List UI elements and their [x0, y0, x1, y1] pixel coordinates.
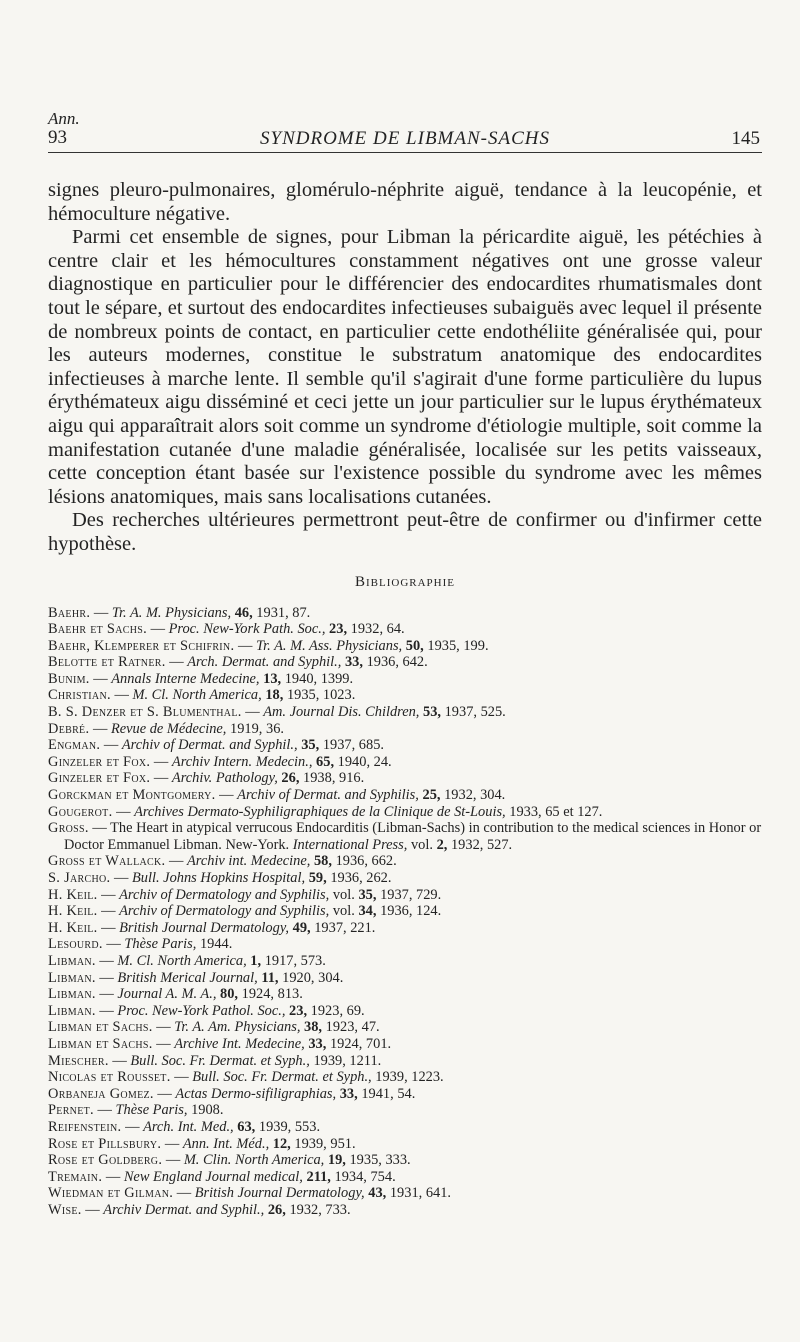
ref-year-pages: 1936, 124. [380, 903, 442, 920]
ref-author: Libman. [48, 1002, 96, 1019]
ref-volume: 1, [250, 952, 262, 969]
ref-year-pages: 1932, 733. [289, 1201, 351, 1218]
ref-journal: Archive Int. Medecine, [174, 1035, 305, 1052]
ref-year-pages: 1932, 64. [350, 621, 405, 638]
ref-author: Baehr et Sachs. [48, 621, 148, 638]
ref-journal: British Journal Dermatology, [119, 919, 290, 936]
ref-volume: 58, [313, 853, 332, 870]
ref-volume: 33, [308, 1035, 327, 1052]
bibliography-entry: Christian. — M. Cl. North America, 18, 1935, 1023. [48, 687, 356, 704]
bibliography-entry: Gross. — The Heart in atypical verrucous Endocarditis (Libman-Sachs) in contribution to the medical sciences in Honor or Doctor Emmanuel Libman. New-York. International Press, vol. 2, 1932, 527. [48, 820, 762, 853]
bibliography-entry: H. Keil. — Archiv of Dermatology and Syphilis, vol. 34, 1936, 124. [48, 903, 442, 920]
ref-volume: 12, [272, 1135, 291, 1152]
ref-year-pages: 1937, 729. [380, 886, 442, 903]
ref-volume: 65, [316, 753, 335, 770]
ref-journal: British Merical Journal, [117, 969, 258, 986]
ref-journal: Archiv of Dermatology and Syphilis, [119, 903, 330, 920]
ref-author: Debré. [48, 720, 90, 737]
bibliography-entry: Rose et Pillsbury. — Ann. Int. Méd., 12, 1939, 951. [48, 1135, 356, 1152]
body-text [48, 179, 762, 557]
ref-volume: 19, [327, 1152, 346, 1169]
ref-volume: 38, [304, 1019, 323, 1036]
bibliography-entry: Libman. — British Merical Journal, 11, 1920, 304. [48, 969, 344, 986]
ref-volume: 43, [368, 1185, 387, 1202]
ref-year-pages: 1940, 1399. [284, 670, 354, 687]
ref-author: H. Keil. [48, 886, 98, 903]
ref-author: H. Keil. [48, 903, 98, 920]
ref-journal: Annals Interne Medecine, [111, 670, 260, 687]
ref-volume: 211, [306, 1168, 331, 1185]
ref-author: Gorckman et Montgomery. [48, 787, 216, 804]
ref-journal: Tr. A. Am. Physicians, [174, 1019, 301, 1036]
ref-journal: M. Cl. North America, [117, 952, 247, 969]
ref-author: Gougerot. [48, 803, 113, 820]
bibliography-entry: Gross et Wallack. — Archiv int. Medecine, 58, 1936, 662. [48, 853, 397, 870]
ref-year-pages: 1939, 1223. [375, 1069, 444, 1086]
ref-volume: 50, [405, 637, 424, 654]
ref-vol-label: vol. [332, 886, 355, 903]
ref-volume: 53, [423, 704, 441, 721]
ref-author: Gross. [48, 820, 89, 837]
ref-volume: 46, [234, 604, 253, 621]
ref-journal: British Journal Dermatology, [194, 1185, 365, 1202]
bibliography-entry: Wiedman et Gilman. — British Journal Dermatology, 43, 1931, 641. [48, 1185, 452, 1202]
ref-author: Wise. [48, 1201, 82, 1218]
ref-volume: 34, [358, 903, 377, 920]
bibliography-list [48, 605, 762, 1219]
ref-journal: Archiv of Dermat. and Syphilis, [237, 787, 419, 804]
ref-author: Orbaneja Gomez. [48, 1085, 154, 1102]
bibliography-heading: Bibliographie [355, 573, 455, 590]
ref-journal: Actas Dermo-sifiligraphias, [175, 1085, 337, 1102]
bibliography-entry: Pernet. — Thèse Paris, 1908. [48, 1102, 224, 1119]
ref-volume: 33, [344, 654, 363, 671]
ref-author: Belotte et Ratner. [48, 654, 166, 671]
bibliography-entry: Baehr, Klemperer et Schifrin. — Tr. A. M. Ass. Physicians, 50, 1935, 199. [48, 637, 489, 654]
paragraph: Parmi cet ensemble de signes, pour Libman la péricardite aiguë, les pétéchies à centre clair et les hémocultures constamment négatives ont une grosse valeur diagnostique en particulier pour le différencier des endocardites rhumatismales dont tout le sépare, et surtout des endocardites infectieuses subaiguës avec lequel il présente de nombreux points de contact, en particulier cette endothéliite généralisée qui, pour les auteurs modernes, constitue le substratum anatomique des endocardites infectieuses à marche lente. Il semble qu'il s'agirait d'une forme particulière du lupus érythémateux aigu disséminé et ceci jette un jour particulier sur le lupus érythémateux aigu qui apparaîtrait alors soit comme un syndrome d'étiologie multiple, soit comme la manifestation cutanée d'une maladie généralisée, localisée sur les petits vaisseaux, cette conception étant basée sur l'existence possible du syndrome avec les mêmes lésions anatomiques, mais sans localisations cutanées. [48, 226, 762, 508]
ref-journal: Proc. New-York Path. Soc., [168, 621, 326, 638]
ref-author: Baehr, Klemperer et Schifrin. [48, 637, 235, 654]
ref-year-pages: 1937, 525. [444, 704, 506, 721]
journal-abbrev: Ann. [48, 109, 80, 128]
ref-author: Libman. [48, 986, 96, 1003]
ref-volume: 2, [436, 836, 448, 853]
ref-year-pages: 1919, 36. [230, 720, 284, 737]
ref-author: Libman et Sachs. [48, 1019, 153, 1036]
ref-author: S. Jarcho. [48, 870, 111, 886]
ref-author: Engman. [48, 737, 101, 754]
ref-volume: 63, [237, 1118, 256, 1135]
bibliography-entry: Baehr et Sachs. — Proc. New-York Path. Soc., 23, 1932, 64. [48, 621, 405, 638]
ref-journal: Thèse Paris, [124, 936, 197, 953]
bibliography-entry: Debré. — Revue de Médecine, 1919, 36. [48, 720, 284, 737]
running-title: SYNDROME DE LIBMAN-SACHS [260, 128, 550, 149]
ref-year-pages: 1935, 333. [349, 1152, 411, 1169]
ref-volume: 49, [292, 919, 311, 936]
document-page [48, 108, 762, 1218]
bibliography-entry: Engman. — Archiv of Dermat. and Syphil., 35, 1937, 685. [48, 737, 384, 754]
bibliography-entry: Reifenstein. — Arch. Int. Med., 63, 1939, 553. [48, 1118, 321, 1135]
ref-year-pages: 1940, 24. [337, 753, 392, 770]
ref-author: B. S. Denzer et S. Blumenthal. [48, 704, 242, 721]
ref-vol-label: vol. [410, 836, 433, 853]
ref-journal: Arch. Dermat. and Syphil., [187, 654, 342, 671]
ref-journal: Proc. New-York Pathol. Soc., [117, 1002, 286, 1019]
page-number: 145 [731, 128, 760, 149]
ref-year-pages: 1924, 813. [241, 986, 303, 1003]
ref-volume: 80, [220, 986, 239, 1003]
ref-journal: Revue de Médecine, [110, 720, 227, 737]
ref-author: Rose et Pillsbury. [48, 1135, 162, 1152]
ref-volume: 18, [265, 687, 284, 704]
ref-year-pages: 1932, 304. [444, 787, 506, 804]
ref-author: H. Keil. [48, 919, 98, 936]
ref-author: Pernet. [48, 1102, 94, 1119]
ref-author: Tremain. [48, 1168, 103, 1185]
bibliography-entry: H. Keil. — Archiv of Dermatology and Syphilis, vol. 35, 1937, 729. [48, 886, 442, 903]
ref-year-pages: 1936, 262. [330, 870, 392, 886]
ref-year-pages: 1937, 221. [314, 919, 376, 936]
ref-journal: M. Cl. North America, [132, 687, 262, 704]
ref-author: Libman et Sachs. [48, 1035, 153, 1052]
bibliography-entry: Tremain. — New England Journal medical, 211, 1934, 754. [48, 1168, 396, 1185]
ref-volume: 26, [281, 770, 300, 787]
ref-volume: 26, [267, 1201, 286, 1218]
ref-year-pages: 1923, 47. [325, 1019, 380, 1036]
bibliography-entry: Libman. — Proc. New-York Pathol. Soc., 23, 1923, 69. [48, 1002, 365, 1019]
bibliography-entry: Libman et Sachs. — Tr. A. Am. Physicians, 38, 1923, 47. [48, 1019, 380, 1036]
ref-year-pages: 1920, 304. [282, 969, 344, 986]
ref-journal: Tr. A. M. Physicians, [111, 604, 232, 621]
ref-journal: New England Journal medical, [123, 1168, 303, 1185]
ref-year-pages: 1932, 527. [450, 836, 513, 853]
ref-author: Miescher. [48, 1052, 109, 1069]
ref-author: Lesourd. [48, 936, 103, 953]
ref-year-pages: 1934, 754. [334, 1168, 396, 1185]
ref-year-pages: 1939, 553. [258, 1118, 321, 1135]
bibliography-entry: Rose et Goldberg. — M. Clin. North America, 19, 1935, 333. [48, 1152, 411, 1169]
ref-volume: 11, [261, 969, 279, 986]
ref-author: Bunim. [48, 670, 90, 687]
bibliography-entry: Libman. — Journal A. M. A., 80, 1924, 813. [48, 986, 303, 1003]
ref-year-pages: 1924, 701. [329, 1035, 392, 1052]
bibliography-entry: Libman. — M. Cl. North America, 1, 1917, 573. [48, 952, 326, 969]
bibliography-entry: Libman et Sachs. — Archive Int. Medecine, 33, 1924, 701. [48, 1035, 392, 1052]
ref-author: Ginzeler et Fox. [48, 753, 151, 770]
bibliography-entry: Gorckman et Montgomery. — Archiv of Dermat. and Syphilis, 25, 1932, 304. [48, 787, 506, 804]
ref-journal: Tr. A. M. Ass. Physicians, [255, 637, 403, 654]
ref-journal: Journal A. M. A., [117, 986, 217, 1003]
bibliography-entry: Belotte et Ratner. — Arch. Dermat. and Syphil., 33, 1936, 642. [48, 654, 428, 671]
bibliography-entry: S. Jarcho. — Bull. Johns Hopkins Hospital, 59, 1936, 262. [48, 870, 392, 886]
ref-author: Nicolas et Rousset. [48, 1069, 171, 1086]
ref-vol-label: vol. [332, 903, 355, 920]
bibliography-entry: B. S. Denzer et S. Blumenthal. — Am. Journal Dis. Children, 53, 1937, 525. [48, 704, 506, 721]
volume-number: 93 [48, 127, 67, 148]
ref-volume: 13, [263, 670, 282, 687]
bibliography-entry: Wise. — Archiv Dermat. and Syphil., 26, 1932, 733. [48, 1201, 351, 1218]
bibliography-entry: Ginzeler et Fox. — Archiv. Pathology, 26, 1938, 916. [48, 770, 365, 787]
paragraph: signes pleuro-pulmonaires, glomérulo-néphrite aiguë, tendance à la leucopénie, et hémoculture négative. [48, 179, 762, 225]
ref-year-pages: 1936, 662. [335, 853, 397, 870]
ref-title: The Heart in atypical verrucous Endocarditis (Libman-Sachs) in contribution to the medical sciences in Honor or Doctor Emmanuel Libman. New-York. [64, 820, 762, 853]
ref-author: Baehr. [48, 604, 91, 621]
bibliography-entry: Nicolas et Rousset. — Bull. Soc. Fr. Dermat. et Syph., 1939, 1223. [48, 1069, 444, 1086]
ref-volume: 35, [358, 886, 377, 903]
bibliography-entry: Bunim. — Annals Interne Medecine, 13, 1940, 1399. [48, 670, 354, 687]
ref-year-pages: 1939, 951. [294, 1135, 356, 1152]
ref-year-pages: 1931, 87. [256, 604, 311, 621]
ref-year-pages: 1937, 685. [322, 737, 384, 754]
ref-journal: Am. Journal Dis. Children, [263, 704, 420, 721]
ref-year-pages: 1923, 69. [310, 1002, 365, 1019]
ref-volume: 23, [329, 621, 348, 638]
ref-volume: 23, [289, 1002, 308, 1019]
ref-volume: 33, [339, 1085, 358, 1102]
running-header [48, 108, 762, 153]
ref-journal: Archiv Intern. Medecin., [171, 753, 313, 770]
ref-author: Ginzeler et Fox. [48, 770, 151, 787]
ref-year-pages: 1917, 573. [264, 952, 326, 969]
bibliography-entry: Ginzeler et Fox. — Archiv Intern. Medecin., 65, 1940, 24. [48, 753, 392, 770]
ref-journal: Arch. Int. Med., [143, 1118, 234, 1135]
ref-journal: Archiv of Dermatology and Syphilis, [119, 886, 330, 903]
ref-author: Wiedman et Gilman. [48, 1185, 174, 1202]
paragraph: Des recherches ultérieures permettront peut-être de confirmer ou d'infirmer cette hypothèse. [48, 509, 762, 555]
bibliography-entry: Baehr. — Tr. A. M. Physicians, 46, 1931, 87. [48, 604, 311, 621]
ref-author: Libman. [48, 969, 96, 986]
ref-journal: Bull. Soc. Fr. Dermat. et Syph., [130, 1052, 310, 1069]
ref-journal: M. Clin. North America, [183, 1152, 325, 1169]
ref-journal: Archiv Dermat. and Syphil., [103, 1201, 265, 1218]
ref-journal: Archiv. Pathology, [171, 770, 278, 787]
ref-year-pages: 1935, 199. [427, 637, 489, 654]
ref-author: Reifenstein. [48, 1118, 122, 1135]
ref-year-pages: 1941, 54. [361, 1085, 416, 1102]
ref-journal: Thèse Paris, [115, 1102, 188, 1119]
bibliography-entry: Orbaneja Gomez. — Actas Dermo-sifiligraphias, 33, 1941, 54. [48, 1085, 416, 1102]
bibliography-entry: H. Keil. — British Journal Dermatology, 49, 1937, 221. [48, 919, 376, 936]
ref-journal: Bull. Soc. Fr. Dermat. et Syph., [192, 1069, 372, 1086]
ref-year-pages: 1944. [199, 936, 233, 953]
ref-volume: 59, [308, 870, 327, 886]
ref-volume: 35, [301, 737, 320, 754]
ref-year-pages: 1936, 642. [366, 654, 428, 671]
ref-volume: 25, [422, 787, 441, 804]
bibliography-entry: Lesourd. — Thèse Paris, 1944. [48, 936, 233, 953]
ref-year-pages: 1938, 916. [303, 770, 365, 787]
ref-year-pages: 1939, 1211. [313, 1052, 382, 1069]
ref-year-pages: 1933, 65 et 127. [509, 803, 603, 820]
ref-year-pages: 1908. [191, 1102, 224, 1119]
ref-year-pages: 1935, 1023. [286, 687, 356, 704]
ref-journal: Archiv int. Medecine, [187, 853, 311, 870]
ref-author: Libman. [48, 952, 96, 969]
ref-journal: International Press, [292, 836, 408, 853]
bibliography-entry: Miescher. — Bull. Soc. Fr. Dermat. et Syph., 1939, 1211. [48, 1052, 382, 1069]
ref-journal: Ann. Int. Méd., [182, 1135, 270, 1152]
ref-journal: Bull. Johns Hopkins Hospital, [132, 870, 306, 886]
ref-journal: Archives Dermato-Syphiligraphiques de la Clinique de St-Louis, [134, 803, 506, 820]
ref-year-pages: 1931, 641. [389, 1185, 452, 1202]
ref-author: Rose et Goldberg. [48, 1152, 163, 1169]
ref-author: Gross et Wallack. [48, 853, 166, 870]
ref-journal: Archiv of Dermat. and Syphil., [121, 737, 298, 754]
ref-author: Christian. [48, 687, 111, 704]
bibliography-entry: Gougerot. — Archives Dermato-Syphiligraphiques de la Clinique de St-Louis, 1933, 65 et 127. [48, 803, 603, 820]
